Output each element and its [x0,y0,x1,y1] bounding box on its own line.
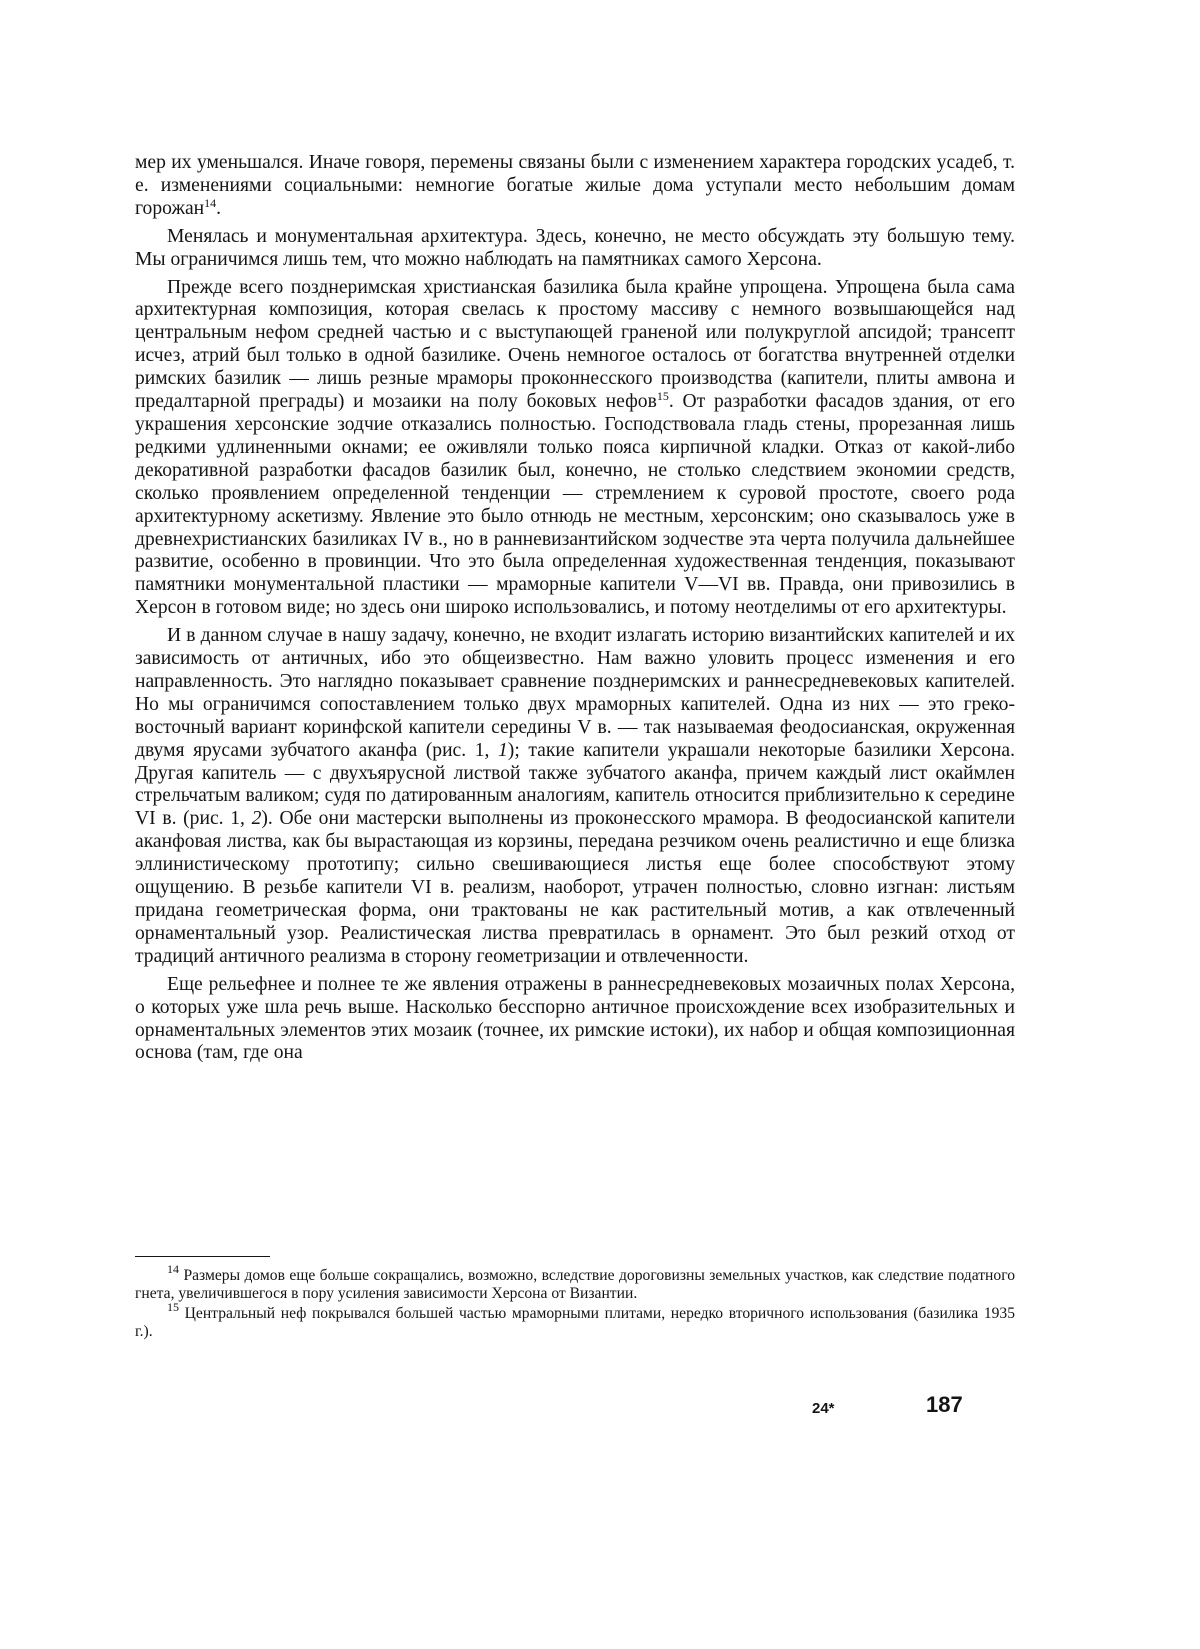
paragraph [135,152,1015,221]
footnote-number: 15 [167,1300,179,1315]
footnote-separator [135,1256,270,1257]
paragraph [135,277,1015,621]
text-run: Еще рельефнее и полнее те же явления отражены в раннесредневековых мозаичных полах Херсона, о которых уже шла речь выше. Насколько бесспорно античное происхождение всех изобразительных и орнаментальных элементов этих мозаик (точнее, их римские истоки), их набор и общая композиционная основа (там, где она [135,973,1015,1064]
paragraph [135,974,1015,1066]
footnote [135,1262,1016,1302]
figure-ref: 1 [498,739,508,761]
footnote-text: Центральный неф покрывался большей частью мраморными плитами, нередко вторичного использования (базилика 1935 г.). [135,1305,1016,1340]
text-run: мер их уменьшался. Иначе говоря, перемены связаны были с изменением характера городских усадеб, т. е. изменениями социальными: немногие богатые жилые дома уступали место небольшим домам горожан [135,152,1015,219]
text-run: . От разработки фасадов здания, от его украшения херсонские зодчие отказались полностью. Господствовала гладь стены, прорезанная лишь редкими удлиненными окнами; ее оживляли только пояса кирпичной кладки. Отказ от какой-либо декоративной разработки фасадов базилик был, конечно, не столько следствием экономии средств, сколько проявлением определенной тенденции — стремлением к суровой простоте, своего рода архитектурному аскетизму. Явление это было отнюдь не местным, херсонским; оно сказывалось уже в древнехристианских базиликах IV в., но в ранневизантийском зодчестве эта черта получила дальнейшее развитие, особенно в провинции. Что это была определенная художественная тенденция, показывают памятники монументальной пластики — мраморные капители V—VI вв. Правда, они привозились в Херсон в готовом виде; но здесь они широко использовались, и потому неотделимы от его архитектуры. [135,391,1015,619]
footnote-ref: 15 [656,389,669,404]
text-run: ). Обе они мастерски выполнены из проконесского мрамора. В феодосианской капители аканфовая листва, как бы вырастающая из корзины, передана резчиком очень реалистично и еще близка эллинистическому прототипу; сильно свешивающиеся листья еще более способствуют этому ощущению. В резьбе капители VI в. реализм, наоборот, утрачен полностью, словно изгнан: листьям придана геометрическая форма, они трактованы не как растительный мотив, а как отвлеченный орнаментальный узор. Реалистическая листва превратилась в орнамент. Это был резкий отход от традиций античного реализма в сторону геометризации и отвлеченности. [135,808,1015,967]
footnote-ref: 14 [204,195,217,210]
text-run: ); такие капители украшали некоторые базилики Херсона. Другая капитель — с двухъярусной листвой также зубчатого аканфа, причем каждый лист окаймлен стрельчатым валиком; судя по датированным аналогиям, капитель относится приблизительно к середине VI в. (рис. 1, [135,739,1015,830]
text-run: Менялась и монументальная архитектура. Здесь, конечно, не место обсуждать эту большую тему. Мы ограничимся лишь тем, что можно наблюдать на памятниках самого Херсона. [135,225,1015,270]
main-text [135,152,1015,1065]
text-run: . [216,197,222,219]
footnotes [135,1262,1016,1343]
text-run: Прежде всего позднеримская христианская базилика была крайне упрощена. Упрощена была сама архитектурная композиция, которая свелась к простому массиву с немного возвышающейся над центральным нефом средней частью и с выступающей граненой или полукруглой апсидой; трансепт исчез, атрий был только в одной базилике. Очень немногое осталось от богатства внутренней отделки римских базилик — лишь резные мраморы проконнесского производства (капители, плиты амвона и предалтарной преграды) и мозаики на полу боковых нефов [135,276,1015,413]
page-number: 187 [926,1392,963,1417]
figure-ref: 2 [251,808,262,830]
signature-mark: 24* [812,1400,835,1417]
footnote-text: Размеры домов еще больше сокращались, возможно, вследствие дороговизны земельных участков, как следствие податного гнета, увеличившегося в пору усиления зависимости Херсона от Византии. [135,1267,1016,1302]
footnote-number: 14 [167,1262,179,1276]
paragraph [135,226,1015,272]
footnote [135,1300,1016,1340]
paragraph [135,625,1015,969]
text-run: И в данном случае в нашу задачу, конечно, не входит излагать историю византийских капителей и их зависимость от античных, ибо это общеизвестно. Нам важно уловить процесс изменения и его направленность. Это наглядно показывает сравнение позднеримских и раннесредневековых капителей. Но мы ограничимся сопоставлением только двух мраморных капителей. Одна из них — это греко-восточный вариант коринфской капители середины V в. — так называемая феодосианская, окруженная двумя ярусами зубчатого аканфа (рис. 1, [135,625,1015,761]
